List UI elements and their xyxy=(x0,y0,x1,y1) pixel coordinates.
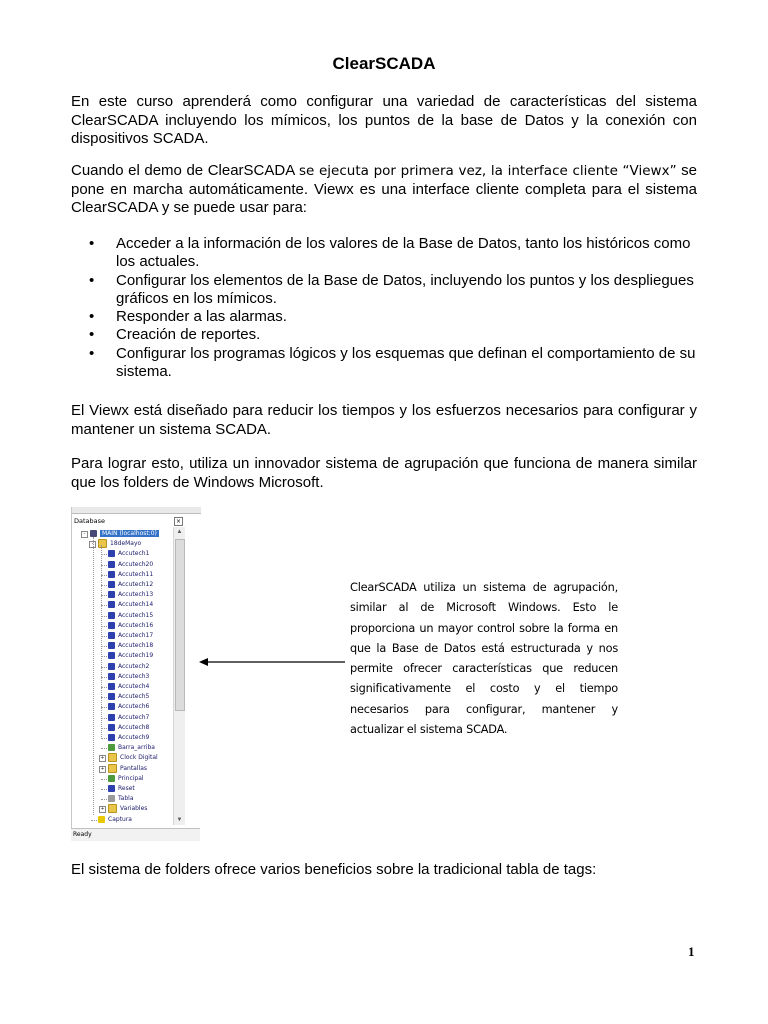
tree-item-label: Accutech19 xyxy=(118,652,154,660)
page-title: ClearSCADA xyxy=(332,54,436,73)
tree-item[interactable] xyxy=(108,733,149,743)
point-icon xyxy=(108,734,115,741)
expand-icon[interactable]: + xyxy=(100,755,105,762)
scroll-up-icon[interactable]: ▲ xyxy=(176,529,183,535)
tree-item-label: Accutech15 xyxy=(118,611,154,619)
tree-item[interactable] xyxy=(108,549,149,559)
tree-item[interactable] xyxy=(108,784,135,794)
tree-connector xyxy=(93,537,94,815)
point-icon xyxy=(108,642,115,649)
point-icon xyxy=(108,663,115,670)
tree-item-label: Accutech12 xyxy=(118,581,154,588)
page-number: 1 xyxy=(688,944,695,959)
tree-item[interactable] xyxy=(108,753,158,763)
tree-item-label: Principal xyxy=(118,774,144,782)
tree-item-label: Accutech5 xyxy=(118,693,150,701)
tree-connector xyxy=(101,545,102,739)
tree-item-label: Accutech20 xyxy=(118,560,154,568)
point-icon xyxy=(108,571,115,578)
panel-header-label: Database xyxy=(74,517,106,525)
point-icon xyxy=(108,683,115,690)
viewx-paragraph-part-2: se ejecuta por primera vez, la interface cliente “Viewx” xyxy=(298,163,677,179)
tree-item-label: 18deMayo xyxy=(110,540,142,548)
server-icon xyxy=(90,530,97,537)
callout-arrow xyxy=(199,656,345,668)
tree-item[interactable] xyxy=(108,662,149,672)
point-icon xyxy=(108,714,115,721)
panel-header xyxy=(72,515,201,527)
point-icon xyxy=(108,591,115,598)
tree-item[interactable] xyxy=(108,743,155,753)
expand-icon[interactable]: + xyxy=(100,806,105,813)
tree-item-label: MAIN (localhost:0) xyxy=(102,530,157,537)
tree-item-label: Tabla xyxy=(118,795,134,803)
tree-item-label: Accutech8 xyxy=(118,723,150,731)
collapse-icon[interactable]: - xyxy=(81,531,88,538)
tree-item-label: Accutech16 xyxy=(118,621,154,629)
point-icon xyxy=(108,724,115,731)
tree-item-label: Accutech3 xyxy=(118,672,150,680)
tree-item[interactable] xyxy=(108,672,149,682)
tree-item-label: Accutech13 xyxy=(118,591,154,599)
tree-connector xyxy=(101,748,107,749)
tree-root[interactable] xyxy=(90,529,159,539)
tree-item[interactable] xyxy=(108,794,134,804)
tree-item-label: Pantallas xyxy=(120,764,147,772)
tree-item[interactable] xyxy=(98,815,132,825)
point-icon xyxy=(108,622,115,629)
folder-icon xyxy=(108,764,117,773)
tree-item[interactable] xyxy=(108,600,153,610)
tree-item-label: Variables xyxy=(120,805,148,813)
intro-paragraph: En este curso aprenderá como configurar una variedad de características del sistema ClearSCADA incluyendo los mímicos, los puntos de la base de Datos y la conexión con dispositivos SCADA. xyxy=(71,93,697,147)
tree-connector xyxy=(101,799,107,800)
expand-icon[interactable]: + xyxy=(100,765,105,772)
tree-item[interactable] xyxy=(108,682,149,692)
tree-item[interactable] xyxy=(108,570,153,580)
point-icon xyxy=(108,550,115,557)
tree-item-label: Accutech2 xyxy=(118,662,150,670)
tree-item[interactable] xyxy=(108,764,147,774)
point-icon xyxy=(108,673,115,680)
tree-item-label: Accutech1 xyxy=(118,550,150,558)
point-icon xyxy=(108,785,115,792)
folder-icon xyxy=(98,539,107,548)
list-item: • Configurar los elementos de la Base de Datos, incluyendo los puntos y los despliegues gráficos en los mímicos. xyxy=(71,272,697,309)
tree-item-label: Accutech9 xyxy=(118,734,150,741)
tree-item-label: Accutech7 xyxy=(118,713,150,721)
list-item: • Configurar los programas lógicos y los esquemas que definan el comportamiento de su sistema. xyxy=(71,345,697,382)
tree-folder[interactable] xyxy=(98,539,141,549)
viewx-uses-list xyxy=(71,235,697,381)
point-icon xyxy=(108,601,115,608)
point-icon xyxy=(108,703,115,710)
list-item: • Creación de reportes. xyxy=(71,326,697,344)
tree-item[interactable] xyxy=(108,651,153,661)
callout-text: ClearSCADA utiliza un sistema de agrupación, similar al de Microsoft Windows. Esto le proporciona un mayor control sobre la forma en que la Base de Datos está estructurada y nos permite ofrecer características que reducen significativamente el costo y el tiempo necesarios para configurar, mantener y actualizar el sistema SCADA. xyxy=(350,581,618,737)
mimic-icon xyxy=(108,775,115,782)
tree-item[interactable] xyxy=(108,560,153,570)
tree-item[interactable] xyxy=(108,692,149,702)
viewx-paragraph xyxy=(71,162,697,218)
collapse-icon[interactable]: - xyxy=(89,541,96,548)
status-text: Ready xyxy=(73,831,92,838)
tree-item-label: Accutech14 xyxy=(118,601,154,609)
tree-item[interactable] xyxy=(108,702,149,712)
tree-item[interactable] xyxy=(108,621,153,631)
point-icon xyxy=(108,612,115,619)
tree-item-label: Accutech4 xyxy=(118,683,150,690)
point-icon xyxy=(108,632,115,639)
viewx-design-paragraph: El Viewx está diseñado para reducir los tiempos y los esfuerzos necesarios para configurar y mantener un sistema SCADA. xyxy=(71,402,697,438)
list-item: • Acceder a la información de los valores de la Base de Datos, tanto los históricos como los actuales. xyxy=(71,235,697,272)
tree-connector xyxy=(101,789,107,790)
scroll-thumb[interactable] xyxy=(175,539,185,711)
close-icon[interactable]: × xyxy=(175,518,182,525)
folder-icon xyxy=(108,753,117,762)
tree-item-label: Accutech11 xyxy=(118,570,154,578)
tree-item-label: Accutech17 xyxy=(118,632,154,639)
tree-item[interactable] xyxy=(108,804,147,814)
scroll-down-icon[interactable]: ▼ xyxy=(176,817,183,823)
tree-item[interactable] xyxy=(108,580,153,590)
tree-item[interactable] xyxy=(108,723,149,733)
tree-item[interactable] xyxy=(108,590,153,600)
grouping-paragraph: Para lograr esto, utiliza un innovador sistema de agrupación que funciona de manera similar que los folders de Windows Microsoft. xyxy=(71,455,697,491)
panel-toolbar xyxy=(72,507,201,514)
report-icon xyxy=(108,795,115,802)
folders-benefits-paragraph: El sistema de folders ofrece varios beneficios sobre la tradicional tabla de tags: xyxy=(71,861,597,878)
point-icon xyxy=(108,693,115,700)
folder-icon xyxy=(108,804,117,813)
viewx-paragraph-part-1: Cuando el demo de ClearSCADA xyxy=(71,162,299,179)
tree-item-label: Clock Digital xyxy=(120,754,158,762)
status-bar xyxy=(71,828,200,841)
tree-connector xyxy=(101,779,107,780)
tree-item[interactable] xyxy=(108,641,153,651)
tree-item-label: Captura xyxy=(108,815,132,823)
tree-item-label: Accutech18 xyxy=(118,642,154,650)
tree-item[interactable] xyxy=(108,631,153,641)
database-tree xyxy=(72,529,184,829)
list-item: • Responder a las alarmas. xyxy=(71,308,697,326)
point-icon xyxy=(108,652,115,659)
tree-item-label: Barra_arriba xyxy=(118,744,155,752)
point-icon xyxy=(108,581,115,588)
tree-item[interactable] xyxy=(108,774,144,784)
point-icon xyxy=(108,561,115,568)
tree-item-label: Reset xyxy=(118,785,135,792)
tree-item-label: Accutech6 xyxy=(118,703,150,711)
tree-item[interactable] xyxy=(108,611,153,621)
viewx-paragraph-part-3: se pone en marcha automáticamente. Viewx es una interface cliente completa para el sistema ClearSCADA y se puede usar para: xyxy=(71,162,697,216)
tree-item[interactable] xyxy=(108,713,149,723)
capture-icon xyxy=(98,816,105,823)
mimic-icon xyxy=(108,744,115,751)
tree-scrollbar[interactable] xyxy=(173,527,185,825)
tree-connector xyxy=(91,820,97,821)
